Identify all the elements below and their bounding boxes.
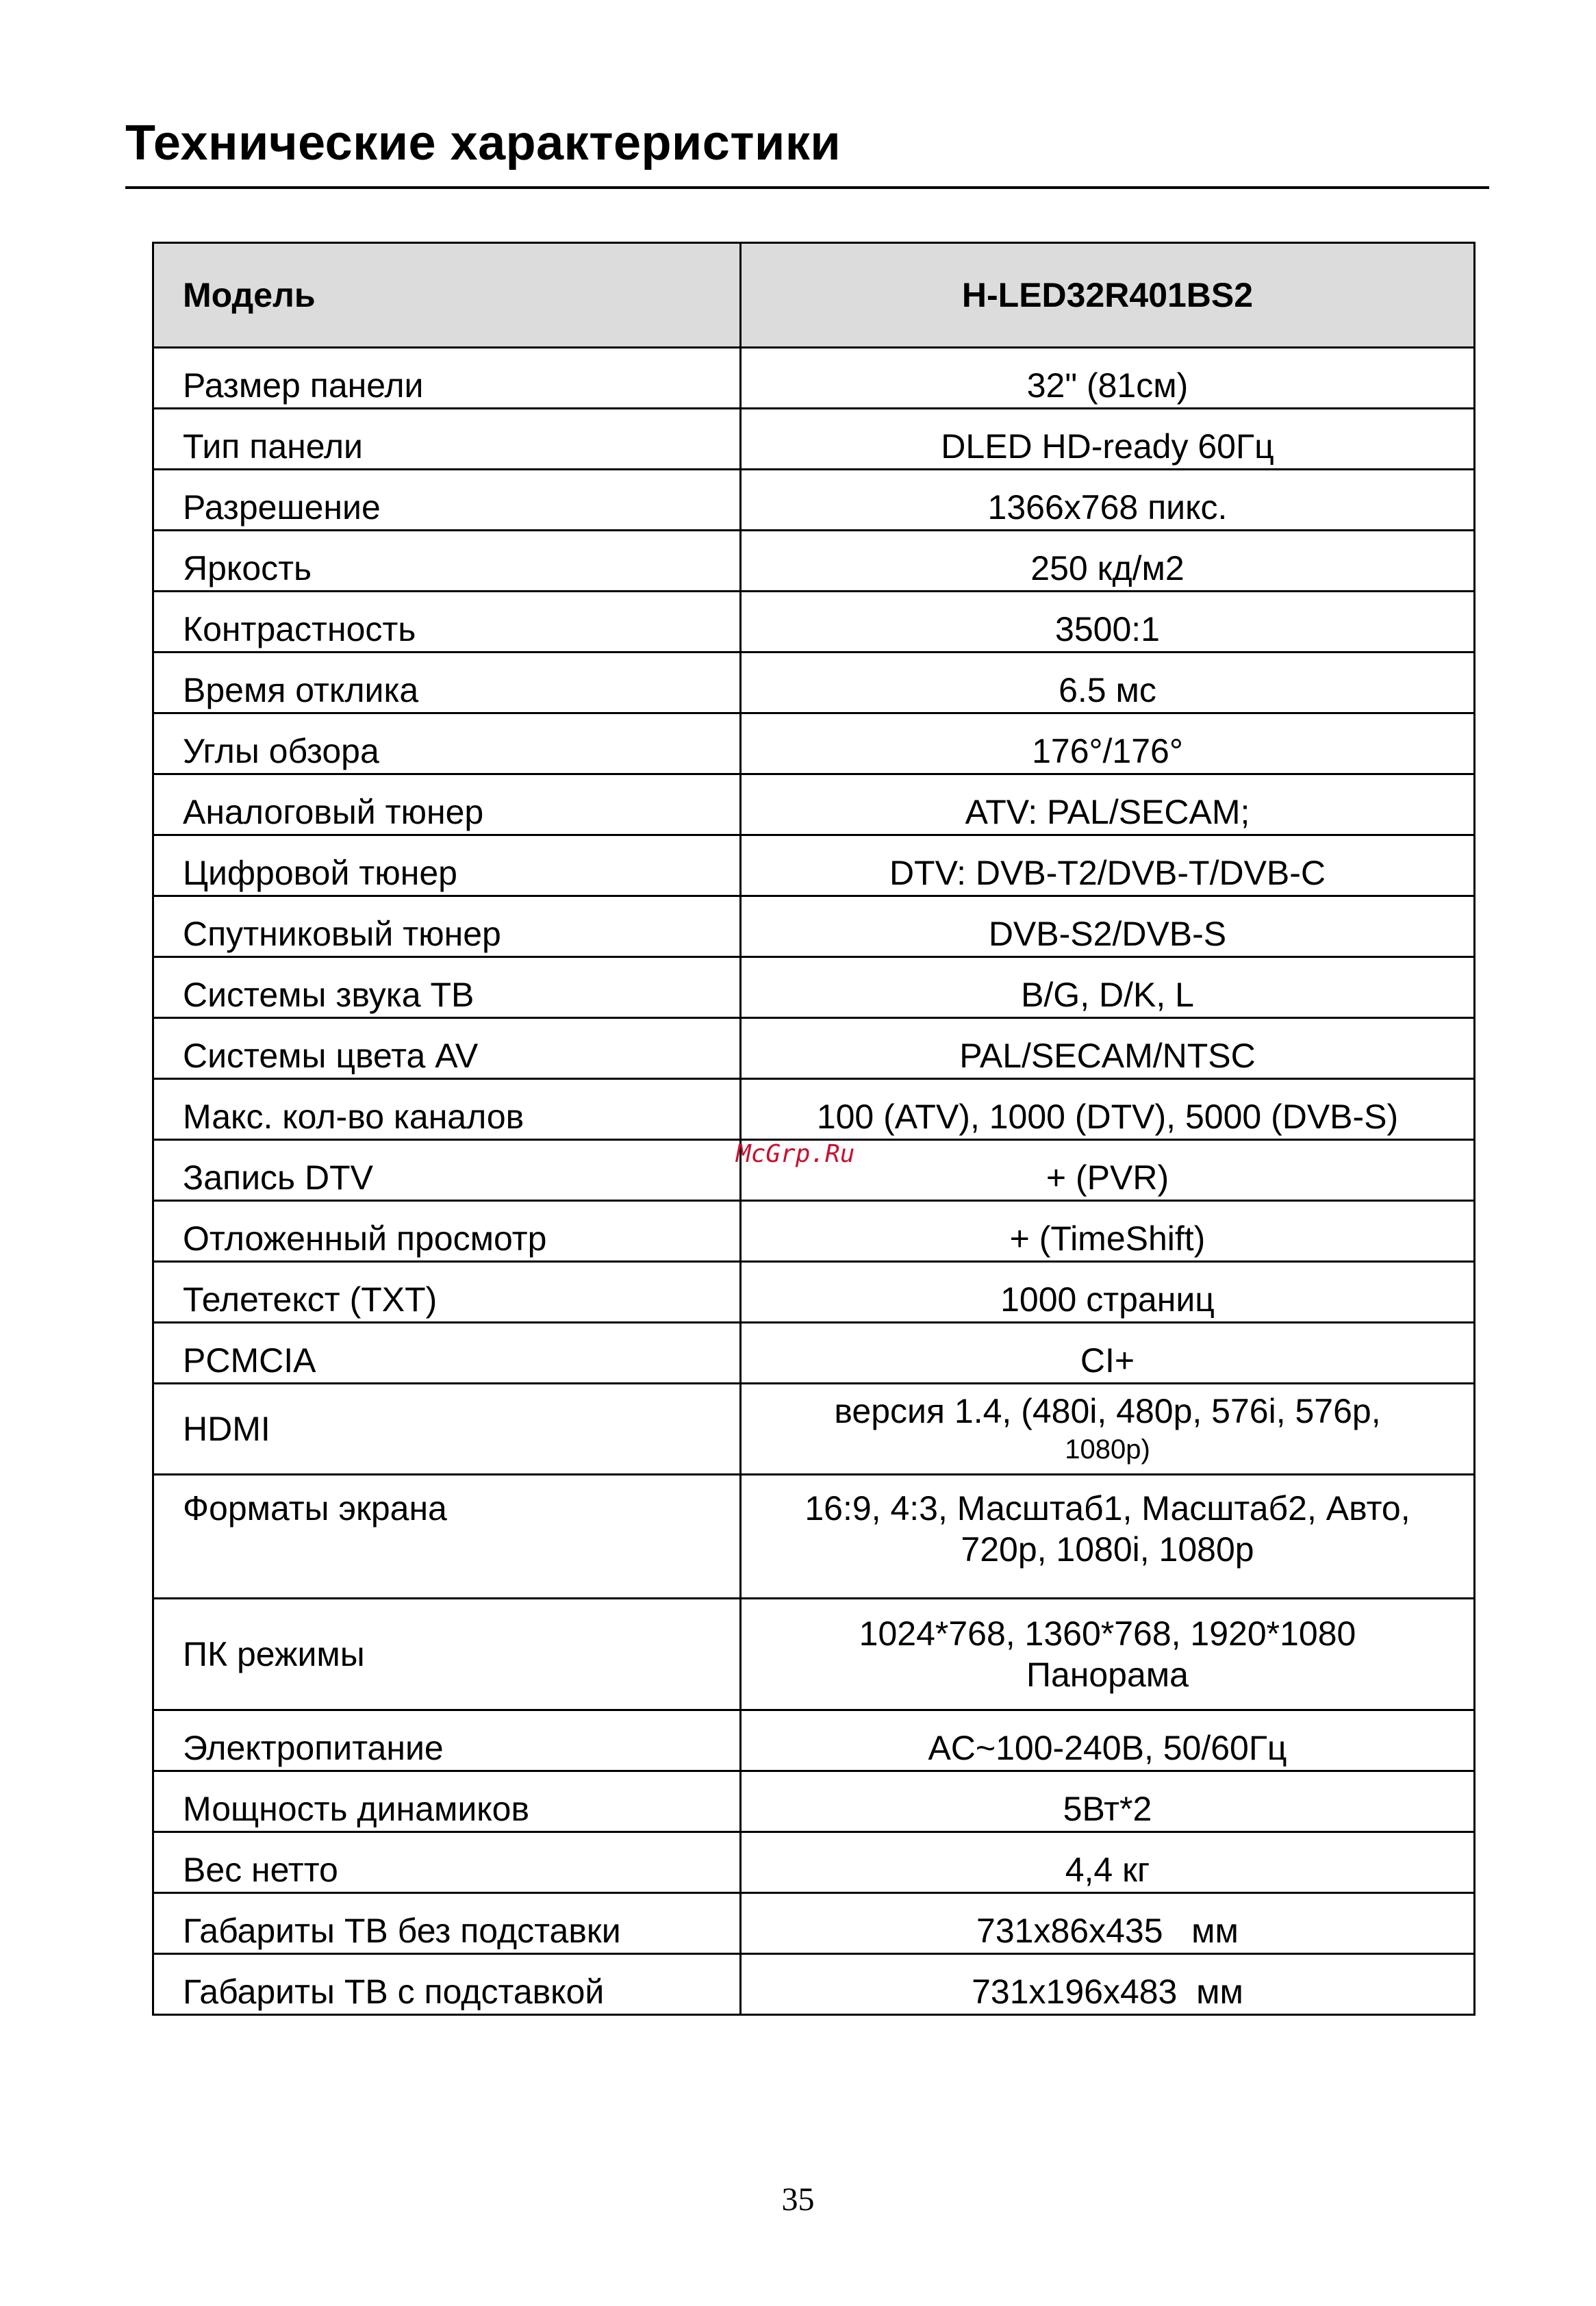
table-row [153, 470, 1475, 531]
table-row [153, 1599, 1475, 1710]
spec-name: Электропитание [153, 1710, 741, 1771]
table-row [153, 531, 1475, 592]
spec-value: 32" (81см) [741, 348, 1475, 409]
table-row [153, 1201, 1475, 1262]
spec-name: Разрешение [153, 470, 741, 531]
spec-value: 5Вт*2 [741, 1771, 1475, 1832]
page-title: Технические характеристики [125, 116, 841, 170]
header-model-value: H-LED32R401BS2 [741, 243, 1475, 348]
spec-name: PCMCIA [153, 1323, 741, 1384]
spec-value: + (TimeShift) [741, 1201, 1475, 1262]
table-row [153, 957, 1475, 1018]
spec-name: HDMI [153, 1384, 741, 1475]
table-header-row [153, 243, 1475, 348]
header-model-label: Модель [153, 243, 741, 348]
spec-name: Системы цвета AV [153, 1018, 741, 1079]
spec-name: Макс. кол-во каналов [153, 1079, 741, 1140]
spec-value: + (PVR) [741, 1140, 1475, 1201]
spec-value: PAL/SECAM/NTSC [741, 1018, 1475, 1079]
spec-value: DLED HD-ready 60Гц [741, 409, 1475, 470]
spec-value [741, 1475, 1475, 1599]
table-row [153, 1832, 1475, 1893]
spec-table [152, 242, 1475, 2016]
spec-value: 250 кд/м2 [741, 531, 1475, 592]
spec-name: Системы звука ТВ [153, 957, 741, 1018]
table-row [153, 348, 1475, 409]
spec-name: Время отклика [153, 652, 741, 713]
spec-name: Запись DTV [153, 1140, 741, 1201]
spec-value: DVB-S2/DVB-S [741, 896, 1475, 957]
spec-name: Отложенный просмотр [153, 1201, 741, 1262]
spec-value: 731x86x435 мм [741, 1893, 1475, 1954]
spec-name: Габариты ТВ с подставкой [153, 1954, 741, 2015]
table-row [153, 1262, 1475, 1323]
table-row [153, 774, 1475, 835]
spec-name: Яркость [153, 531, 741, 592]
spec-value: AC~100-240В, 50/60Гц [741, 1710, 1475, 1771]
spec-value: 176°/176° [741, 713, 1475, 774]
table-row [153, 1475, 1475, 1599]
spec-name: ПК режимы [153, 1599, 741, 1710]
spec-name: Вес нетто [153, 1832, 741, 1893]
spec-value-line: версия 1.4, (480i, 480p, 576i, 576p, [834, 1392, 1381, 1430]
table-row [153, 896, 1475, 957]
table-row [153, 1771, 1475, 1832]
spec-value-line: 1080p) [1065, 1434, 1150, 1465]
spec-name: Контрастность [153, 592, 741, 652]
spec-value: B/G, D/K, L [741, 957, 1475, 1018]
table-row [153, 835, 1475, 896]
table-row [153, 1018, 1475, 1079]
spec-value: ATV: PAL/SECAM; [741, 774, 1475, 835]
watermark: McGrp.Ru [736, 1140, 855, 1168]
table-row [153, 592, 1475, 652]
spec-value-line: 720p, 1080i, 1080p [961, 1530, 1254, 1569]
table-row [153, 652, 1475, 713]
spec-value: 6.5 мс [741, 652, 1475, 713]
page-number: 35 [781, 2181, 815, 2218]
spec-value: 3500:1 [741, 592, 1475, 652]
spec-name: Габариты ТВ без подставки [153, 1893, 741, 1954]
spec-name: Телетекст (TXT) [153, 1262, 741, 1323]
table-row [153, 1710, 1475, 1771]
spec-value [741, 1599, 1475, 1710]
table-row [153, 1079, 1475, 1140]
spec-value: DTV: DVB-T2/DVB-T/DVB-C [741, 835, 1475, 896]
spec-value [741, 1384, 1475, 1475]
spec-value: 731x196x483 мм [741, 1954, 1475, 2015]
spec-name: Спутниковый тюнер [153, 896, 741, 957]
spec-value: CI+ [741, 1323, 1475, 1384]
spec-value-line: Панорама [1026, 1656, 1189, 1694]
spec-value-line: 16:9, 4:3, Масштаб1, Масштаб2, Авто, [805, 1489, 1410, 1528]
spec-name: Форматы экрана [153, 1475, 741, 1599]
title-divider [125, 186, 1489, 189]
spec-name: Тип панели [153, 409, 741, 470]
table-row [153, 1954, 1475, 2015]
table-row [153, 1384, 1475, 1475]
spec-name: Размер панели [153, 348, 741, 409]
table-row [153, 713, 1475, 774]
spec-value: 1366x768 пикс. [741, 470, 1475, 531]
table-row [153, 1323, 1475, 1384]
table-row [153, 409, 1475, 470]
table-row [153, 1893, 1475, 1954]
spec-name: Мощность динамиков [153, 1771, 741, 1832]
spec-value: 100 (ATV), 1000 (DTV), 5000 (DVB-S) [741, 1079, 1475, 1140]
spec-value: 1000 страниц [741, 1262, 1475, 1323]
spec-name: Углы обзора [153, 713, 741, 774]
spec-name: Цифровой тюнер [153, 835, 741, 896]
spec-value-line: 1024*768, 1360*768, 1920*1080 [859, 1614, 1356, 1653]
spec-value: 4,4 кг [741, 1832, 1475, 1893]
spec-name: Аналоговый тюнер [153, 774, 741, 835]
